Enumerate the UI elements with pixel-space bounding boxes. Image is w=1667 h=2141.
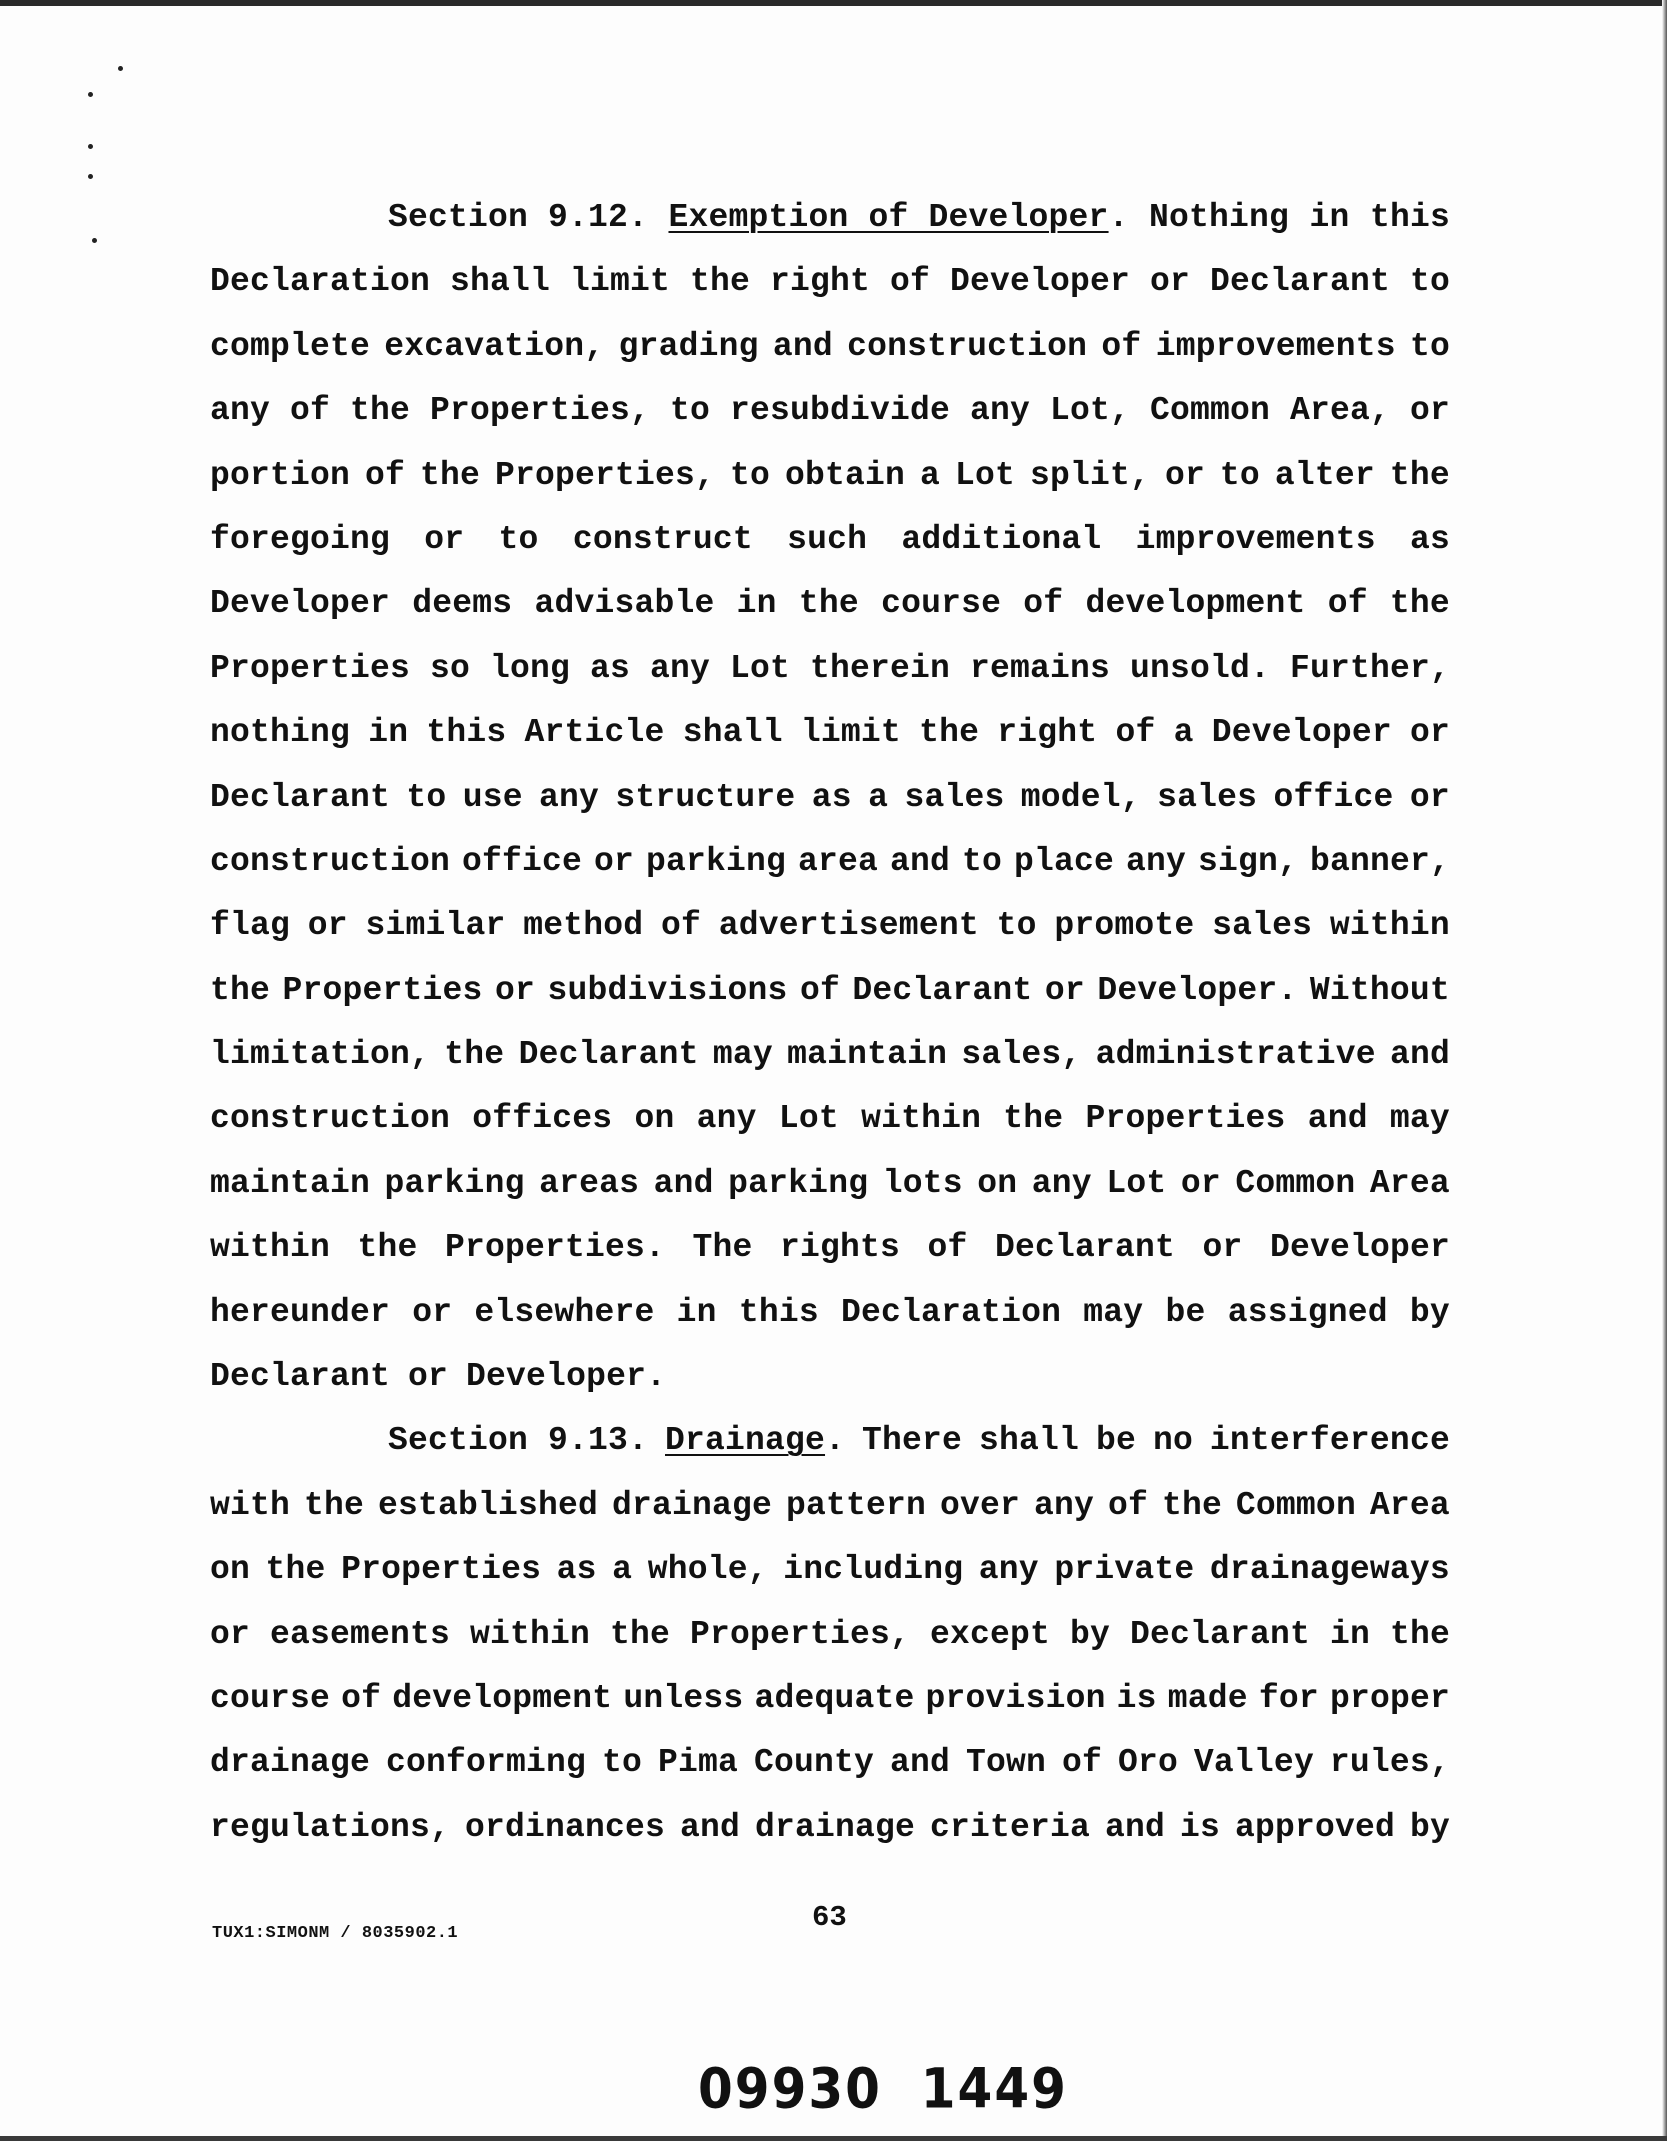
word: Lot	[954, 456, 1015, 494]
word: excavation,	[384, 327, 605, 365]
word: Lot	[778, 1100, 839, 1138]
scan-speck	[88, 174, 93, 179]
word: flag	[210, 907, 291, 945]
word: shall	[978, 1422, 1080, 1460]
word: Declarant	[852, 971, 1033, 1009]
word: unless	[623, 1679, 744, 1717]
word: model,	[1020, 778, 1141, 816]
scan-speck	[88, 92, 93, 97]
word: may	[1389, 1100, 1450, 1138]
word: Area	[1369, 1164, 1450, 1202]
word: subdivisions	[547, 971, 788, 1009]
word: rights	[779, 1229, 901, 1267]
word: a	[1173, 714, 1194, 752]
scan-edge-bottom	[0, 2136, 1667, 2141]
word: Common	[1235, 1164, 1356, 1202]
word: established	[377, 1486, 599, 1524]
word: Area	[1369, 1486, 1450, 1524]
word: The	[692, 1229, 753, 1267]
word: Without	[1309, 971, 1450, 1009]
word: rules,	[1329, 1744, 1450, 1782]
word: sign,	[1197, 842, 1298, 880]
word: and	[1105, 1808, 1166, 1846]
word: of	[1115, 714, 1156, 752]
word: in	[736, 585, 777, 623]
word: to	[1219, 456, 1260, 494]
word: of	[1107, 1486, 1148, 1524]
word: limit	[800, 714, 901, 752]
word: resubdivide	[729, 392, 950, 430]
word: advertisement	[718, 907, 979, 945]
word: may	[712, 1036, 773, 1074]
word: or	[494, 971, 535, 1009]
word: Properties	[1085, 1100, 1286, 1138]
word: Common	[1235, 1486, 1356, 1524]
word: on	[634, 1100, 675, 1138]
word: to	[1409, 327, 1450, 365]
word: of	[927, 1229, 968, 1267]
word: any	[649, 649, 710, 687]
word: Pima	[658, 1744, 739, 1782]
word: Lot	[1106, 1164, 1167, 1202]
word: Properties	[282, 971, 483, 1009]
recording-stamp: 09930 1449	[698, 2057, 1068, 2121]
word: to	[996, 907, 1037, 945]
word: development	[392, 1679, 613, 1717]
word: by	[1409, 1293, 1450, 1331]
word: area	[798, 842, 879, 880]
word: a	[868, 778, 889, 816]
word: may	[1083, 1293, 1144, 1331]
word: obtain	[784, 456, 905, 494]
word: any	[978, 1551, 1039, 1589]
word: to	[1409, 263, 1450, 301]
word: or	[408, 1358, 449, 1396]
word: construct	[572, 520, 753, 558]
word: structure	[615, 778, 796, 816]
word: as	[1409, 520, 1450, 558]
word: and	[1307, 1100, 1368, 1138]
word: by	[1069, 1615, 1110, 1653]
word: of	[890, 263, 931, 301]
word: of	[1101, 327, 1142, 365]
word: shall	[682, 714, 783, 752]
word: Article	[524, 714, 665, 752]
word: therein	[809, 649, 950, 687]
word: including	[783, 1551, 964, 1589]
word: Developer	[1269, 1229, 1450, 1267]
word: lots	[882, 1164, 963, 1202]
word: the	[1161, 1486, 1222, 1524]
word: parking	[646, 842, 787, 880]
word: to	[961, 842, 1002, 880]
text-line	[210, 444, 1450, 508]
word: the	[798, 585, 859, 623]
word: the	[1389, 585, 1450, 623]
word: Section 9.13.	[388, 1422, 649, 1460]
word: Further,	[1289, 649, 1450, 687]
word: offices	[472, 1100, 613, 1138]
word: the	[210, 971, 271, 1009]
word: or	[424, 520, 465, 558]
word: over	[939, 1486, 1020, 1524]
word: Declarant	[1209, 263, 1390, 301]
word: made	[1167, 1679, 1248, 1717]
word: Nothing	[1149, 199, 1290, 236]
text-line	[210, 766, 1450, 830]
word: Valley	[1193, 1744, 1314, 1782]
word: to	[406, 778, 447, 816]
word: and	[889, 1744, 950, 1782]
word: construction	[210, 842, 451, 880]
word: foregoing	[210, 520, 391, 558]
word: or	[1409, 714, 1450, 752]
text-line	[210, 1603, 1450, 1667]
word: or	[307, 907, 348, 945]
word: sales,	[961, 1036, 1082, 1074]
word: course	[210, 1679, 331, 1717]
word: within	[861, 1100, 982, 1138]
scan-speck	[92, 238, 97, 243]
word: shall	[450, 263, 551, 301]
word: Declarant	[1129, 1615, 1310, 1653]
text-line	[210, 959, 1450, 1023]
word: the	[265, 1551, 326, 1589]
word: no	[1152, 1422, 1193, 1460]
word: private	[1054, 1551, 1195, 1589]
word: to	[669, 392, 710, 430]
word: pattern	[785, 1486, 927, 1524]
word: and	[1389, 1036, 1450, 1074]
word: nothing	[210, 714, 351, 752]
word: be	[1165, 1293, 1206, 1331]
word: Developer	[949, 263, 1131, 301]
word: a	[919, 456, 940, 494]
text-line	[210, 1796, 1450, 1860]
word: place	[1013, 842, 1114, 880]
word: promote	[1054, 907, 1195, 945]
word: to	[498, 520, 539, 558]
word: whole,	[647, 1551, 768, 1589]
word: any	[539, 778, 600, 816]
text-line	[210, 1345, 1450, 1409]
word: of	[1327, 585, 1368, 623]
word: and	[653, 1164, 714, 1202]
word: or	[1409, 778, 1450, 816]
word: this	[738, 1293, 819, 1331]
word: the	[1389, 456, 1450, 494]
word: long	[490, 649, 571, 687]
text-line	[210, 1474, 1450, 1538]
word: construction	[210, 1100, 451, 1138]
scan-edge-top	[0, 0, 1667, 6]
word: in	[1309, 199, 1350, 236]
word: Area,	[1289, 392, 1390, 430]
section-heading: Drainage.	[665, 1422, 846, 1460]
word: drainageways	[1209, 1551, 1450, 1589]
word: the	[1003, 1100, 1064, 1138]
word: of	[289, 392, 330, 430]
text-line	[210, 572, 1450, 636]
word: drainage	[755, 1808, 916, 1846]
word: right	[997, 714, 1098, 752]
word: Properties,	[494, 456, 716, 494]
word: or	[594, 842, 635, 880]
word: or	[1149, 263, 1190, 301]
word: this	[426, 714, 507, 752]
word: the	[609, 1615, 670, 1653]
word: elsewhere	[474, 1293, 655, 1331]
word: of	[365, 456, 406, 494]
word: any	[210, 392, 271, 430]
word: any	[696, 1100, 757, 1138]
word: limit	[570, 263, 671, 301]
word: alter	[1274, 456, 1375, 494]
word: in	[1329, 1615, 1370, 1653]
text-line	[210, 894, 1450, 958]
word: Developer.	[466, 1358, 667, 1396]
word: Declaration	[841, 1293, 1062, 1331]
word: so	[430, 649, 471, 687]
word: easements	[269, 1615, 451, 1653]
word: approved	[1234, 1808, 1396, 1846]
word: provision	[925, 1679, 1106, 1717]
word: on	[977, 1164, 1018, 1202]
word: grading	[618, 327, 759, 365]
text-line	[210, 1731, 1450, 1795]
word: in	[368, 714, 409, 752]
word: drainage	[210, 1744, 371, 1782]
word: or	[1180, 1164, 1221, 1202]
word: maintain	[787, 1036, 948, 1074]
word: limitation,	[210, 1036, 431, 1074]
word: office	[1273, 778, 1394, 816]
word: split,	[1029, 456, 1150, 494]
text-line	[210, 1023, 1450, 1087]
word: such	[787, 520, 868, 558]
word: and	[889, 842, 950, 880]
word: sales	[1157, 778, 1258, 816]
word: Properties,	[689, 1615, 911, 1653]
word: Declarant	[210, 1358, 391, 1396]
word: Developer	[210, 585, 391, 623]
word: parking	[728, 1164, 869, 1202]
word: areas	[539, 1164, 640, 1202]
word: Declarant	[994, 1229, 1175, 1267]
word: office	[462, 842, 583, 880]
word: Properties	[210, 649, 411, 687]
word: the	[444, 1036, 505, 1074]
word: any	[969, 392, 1030, 430]
text-line	[210, 250, 1450, 314]
word: Developer	[1211, 714, 1392, 752]
word: by	[1409, 1808, 1450, 1846]
text-line	[210, 1409, 1450, 1473]
word: or	[1202, 1229, 1243, 1267]
word: the	[349, 392, 410, 430]
document-code: TUX1:SIMONM / 8035902.1	[212, 1924, 459, 1943]
word: assigned	[1227, 1293, 1388, 1331]
document-body	[210, 186, 1450, 1860]
text-line	[210, 1281, 1450, 1345]
word: within	[1329, 907, 1450, 945]
word: of	[799, 971, 840, 1009]
word: proper	[1329, 1679, 1450, 1717]
word: of	[1061, 1744, 1102, 1782]
word: the	[919, 714, 980, 752]
word: hereunder	[210, 1293, 391, 1331]
word: the	[690, 263, 751, 301]
word: advisable	[534, 585, 715, 623]
word: within	[210, 1229, 331, 1267]
word: or	[1044, 971, 1085, 1009]
word: the	[303, 1486, 364, 1524]
word: unsold.	[1129, 649, 1270, 687]
word: on	[210, 1551, 251, 1589]
word: to	[729, 456, 770, 494]
word: similar	[365, 907, 506, 945]
word: sales	[1212, 907, 1313, 945]
word: to	[602, 1744, 643, 1782]
word: County	[753, 1744, 875, 1782]
word: complete	[210, 327, 371, 365]
word: course	[881, 585, 1002, 623]
word: remains	[969, 649, 1110, 687]
word: sales	[904, 778, 1005, 816]
word: construction	[847, 327, 1088, 365]
word: ordinances	[465, 1808, 666, 1846]
word: Common	[1149, 392, 1270, 430]
word: or	[1164, 456, 1205, 494]
text-line	[210, 186, 1450, 250]
word: of	[661, 907, 702, 945]
text-line	[210, 1667, 1450, 1731]
word: and	[680, 1808, 741, 1846]
word: administrative	[1095, 1036, 1376, 1074]
text-line	[210, 701, 1450, 765]
word: portion	[210, 456, 351, 494]
word: within	[469, 1615, 591, 1653]
word: Declaration	[210, 263, 431, 301]
word: the	[357, 1229, 418, 1267]
section-heading: Exemption of Developer.	[668, 199, 1129, 236]
text-line	[210, 315, 1450, 379]
scan-edge-right	[1662, 0, 1667, 2141]
word: parking	[384, 1164, 525, 1202]
word: Lot,	[1049, 392, 1130, 430]
word: maintain	[210, 1164, 371, 1202]
word: the	[1389, 1615, 1450, 1653]
word: Properties,	[429, 392, 650, 430]
word: improvements	[1155, 327, 1396, 365]
page-number: 63	[812, 1901, 847, 1934]
word: as	[811, 778, 852, 816]
word: any	[1125, 842, 1186, 880]
word: additional	[901, 520, 1102, 558]
word: and	[772, 327, 833, 365]
word: Oro	[1117, 1744, 1178, 1782]
word: be	[1095, 1422, 1136, 1460]
word: drainage	[611, 1486, 773, 1524]
word: development	[1085, 585, 1306, 623]
word: method	[523, 907, 644, 945]
word: conforming	[386, 1744, 587, 1782]
word: as	[556, 1551, 597, 1589]
word: improvements	[1135, 520, 1376, 558]
text-line	[210, 1538, 1450, 1602]
text-line	[210, 1216, 1450, 1280]
word: is	[1180, 1808, 1221, 1846]
word: Properties	[341, 1551, 542, 1589]
text-line	[210, 379, 1450, 443]
word: deems	[412, 585, 513, 623]
word: of	[1023, 585, 1064, 623]
word: any	[1033, 1486, 1094, 1524]
word: for	[1258, 1679, 1319, 1717]
word: banner,	[1309, 842, 1450, 880]
text-line	[210, 637, 1450, 701]
word: is	[1116, 1679, 1157, 1717]
scan-speck	[88, 144, 93, 149]
word: criteria	[930, 1808, 1091, 1846]
word: this	[1369, 199, 1450, 236]
word: use	[462, 778, 523, 816]
word: There	[862, 1422, 963, 1460]
word: the	[419, 456, 480, 494]
word: adequate	[754, 1679, 915, 1717]
scan-speck	[118, 66, 123, 71]
word: of	[341, 1679, 382, 1717]
word: in	[676, 1293, 717, 1331]
word: Properties.	[444, 1229, 666, 1267]
word: interference	[1209, 1422, 1450, 1460]
word: Town	[965, 1744, 1046, 1782]
text-line	[210, 1087, 1450, 1151]
text-line	[210, 1152, 1450, 1216]
word: Developer.	[1097, 971, 1298, 1009]
word: regulations,	[210, 1808, 451, 1846]
word: or	[210, 1615, 251, 1653]
text-line	[210, 508, 1450, 572]
word: Lot	[729, 649, 790, 687]
word: Section 9.12.	[388, 199, 649, 236]
word: a	[612, 1551, 633, 1589]
word: or	[412, 1293, 453, 1331]
word: Declarant	[518, 1036, 699, 1074]
word: with	[210, 1486, 291, 1524]
word: right	[770, 263, 871, 301]
word: Declarant	[210, 778, 391, 816]
word: or	[1409, 392, 1450, 430]
word: as	[589, 649, 630, 687]
text-line	[210, 830, 1450, 894]
word: except	[929, 1615, 1051, 1653]
word: any	[1031, 1164, 1092, 1202]
